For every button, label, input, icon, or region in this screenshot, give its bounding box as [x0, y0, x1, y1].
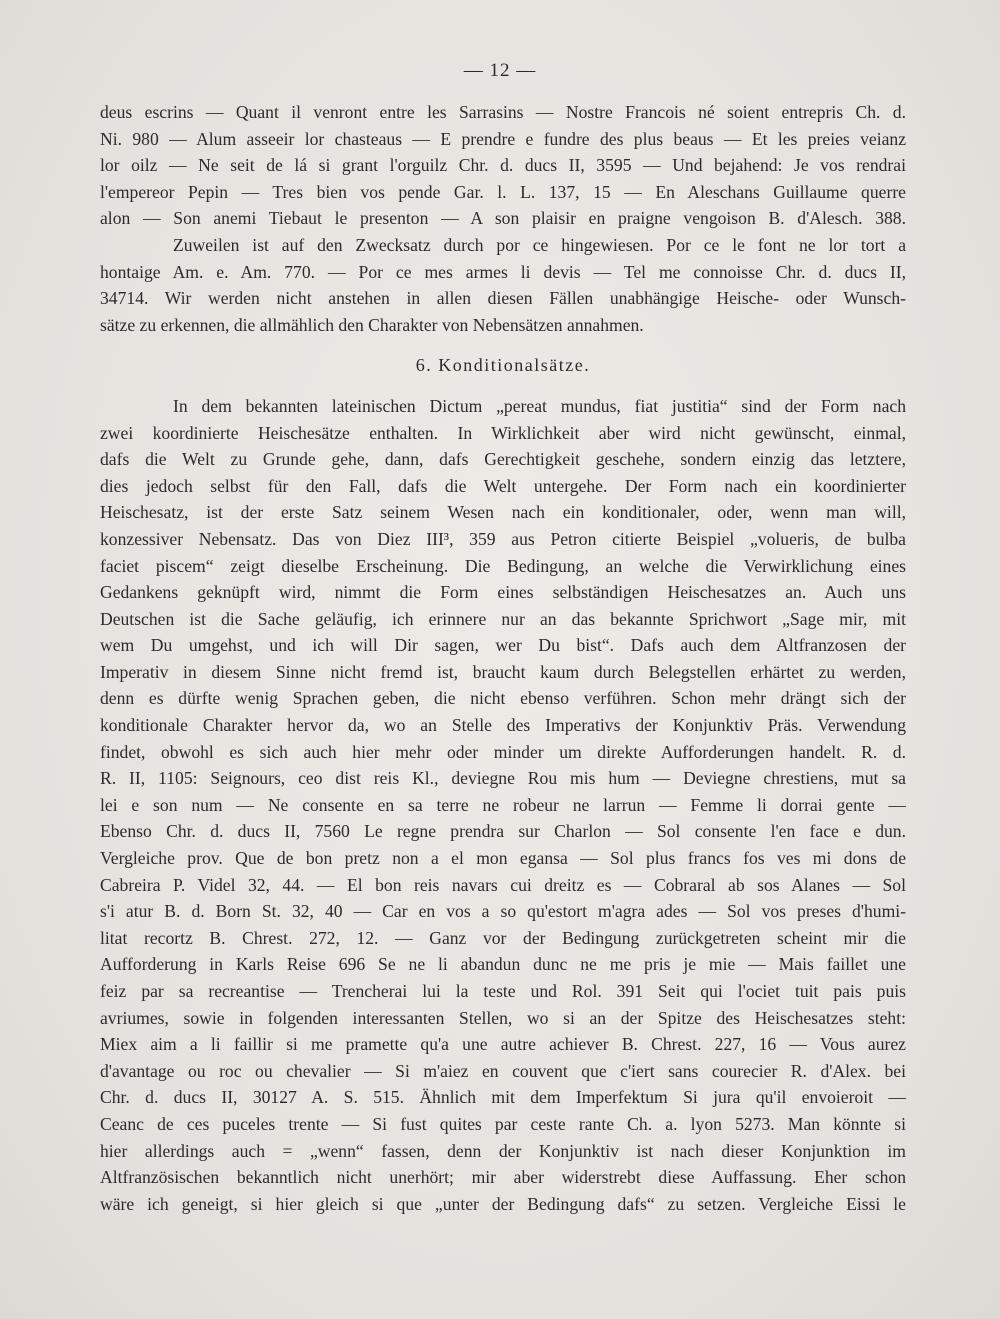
text-line: zwei koordinierte Heischesätze enthalten. In Wirklichkeit aber wird nicht gewünscht, einmal, [100, 422, 906, 443]
text-line: Imperativ in diesem Sinne nicht fremd ist, braucht kaum durch Belegstellen erhärtet zu werden, [100, 661, 906, 682]
text-line: alon — Son anemi Tiebaut le presenton — A son plaisir en praigne vengoison B. d'Alesch. 388. [100, 208, 906, 229]
text-line: Zuweilen ist auf den Zwecksatz durch por ce hingewiesen. Por ce le font ne lor tort a [173, 234, 906, 255]
text-line: faciet piscem“ zeigt dieselbe Erscheinung. Die Bedingung, an welche die Verwirklichung eines [100, 555, 906, 576]
text-line: hontaige Am. e. Am. 770. — Por ce mes armes li devis — Tel me connoisse Chr. d. ducs II, [100, 261, 906, 282]
text-line: denn es dürfte wenig Sprachen geben, die nicht ebenso verführen. Schon mehr drängt sich der [100, 688, 906, 709]
text-line: feiz par sa recreantise — Trencherai lui la teste und Rol. 391 Seit qui l'ociet tuit pais puis [100, 981, 906, 1001]
page-number: — 12 — [463, 60, 537, 81]
text-line: Deutschen ist die Sache geläufig, ich erinnere nur an das bekannte Sprichwort „Sage mir, mit [100, 608, 906, 629]
text-line: dies jedoch selbst für den Fall, dafs die Welt untergehe. Der Form nach ein koordinierter [100, 475, 906, 496]
text-line: l'empereor Pepin — Tres bien vos pende Gar. l. L. 137, 15 — En Aleschans Guillaume querre [100, 181, 906, 202]
text-line: avriumes, sowie in folgenden interessanten Stellen, wo si an der Spitze des Heischesatzes steht: [100, 1007, 906, 1028]
text-line: Ebenso Chr. d. ducs II, 7560 Le regne prendra sur Charlon — Sol consente l'en face e dun. [100, 821, 906, 842]
text-line: d'avantage ou roc ou chevalier — Si m'aiez en couvent que c'iert sans courecier R. d'Alex. bei [100, 1060, 906, 1081]
text-line: 34714. Wir werden nicht anstehen in allen diesen Fällen unabhängige Heische- oder Wunsch- [100, 288, 906, 309]
section-heading: 6. Konditionalsätze. [415, 355, 591, 376]
text-line: lor oilz — Ne seit de lá si grant l'orguilz Chr. d. ducs II, 3595 — Und bejahend: Je vos rendrai [100, 155, 906, 176]
text-line: s'i atur B. d. Born St. 32, 40 — Car en vos a so qu'estort m'agra ades — Sol vos preses d'humi- [100, 901, 906, 922]
text-line: dafs die Welt zu Grunde gehe, dann, dafs Gerechtigkeit geschehe, sondern einzig das letztere, [100, 449, 906, 470]
text-line: Cabreira P. Videl 32, 44. — El bon reis navars cui dreitz es — Cobraral ab sos Alanes — Sol [100, 874, 906, 895]
text-line: Ni. 980 — Alum asseeir lor chasteaus — E prendre e fundre des plus beaus — Et les preies veianz [100, 128, 906, 149]
text-line: wäre ich geneigt, si hier gleich si que „unter der Bedingung dafs“ zu setzen. Vergleiche Eissi le [100, 1193, 906, 1214]
text-line: deus escrins — Quant il venront entre les Sarrasins — Nostre Francois né soient entrepris Ch. d. [100, 102, 906, 122]
text-line: Aufforderung in Karls Reise 696 Se ne li abandun dunc ne me pris je mie — Mais faillet une [100, 954, 906, 975]
text-line: findet, obwohl es sich auch hier mehr oder minder um direkte Aufforderungen handelt. R. d. [100, 741, 906, 762]
text-line: Altfranzösischen bekanntlich nicht unerhört; mir aber widerstrebt diese Auffassung. Eher schon [100, 1167, 906, 1188]
text-line: In dem bekannten lateinischen Dictum „pereat mundus, fiat justitia“ sind der Form nach [173, 395, 906, 416]
text-line: litat recortz B. Chrest. 272, 12. — Ganz vor der Bedingung zurückgetreten scheint mir die [100, 927, 906, 948]
text-line: konzessiver Nebensatz. Das von Diez III³, 359 aus Petron citierte Beispiel „volueris, de bulba [100, 528, 906, 549]
text-line: lei e son num — Ne consente en sa terre ne robeur ne larrun — Femme li dorrai gente — [100, 794, 906, 815]
text-line: Miex aim a li faillir si me pramette qu'a une autre achiever B. Chrest. 227, 16 — Vous aurez [100, 1034, 906, 1055]
text-line: Vergleiche prov. Que de bon pretz non a el mon egansa — Sol plus francs fos ves mi dons de [100, 848, 906, 869]
body-text [100, 99, 906, 1217]
text-line: wem Du umgehst, und ich will Dir sagen, wer Du bist“. Dafs auch dem Altfranzosen der [100, 635, 906, 656]
text-line: hier allerdings auch = „wenn“ fassen, denn der Konjunktiv ist nach dieser Konjunktion im [100, 1140, 906, 1161]
text-line: Chr. d. ducs II, 30127 A. S. 515. Ähnlich mit dem Imperfektum Si jura qu'il envoieroit — [100, 1087, 906, 1108]
text-line: R. II, 1105: Seignours, ceo dist reis Kl., deviegne Rou mis hum — Deviegne chrestiens, mut sa [100, 768, 906, 789]
text-line: konditionale Charakter hervor da, wo an Stelle des Imperativs der Konjunktiv Präs. Verwendung [100, 715, 906, 736]
text-line: Gedankens geknüpft wird, nimmt die Form eines selbständigen Heischesatzes an. Auch uns [100, 582, 906, 603]
text-line: Heischesatz, ist der erste Satz seinem Wesen nach ein konditionaler, oder, wenn man will, [100, 502, 906, 523]
text-line: Ceanc de ces puceles trente — Si fust quites par ceste rante Ch. a. lyon 5273. Man könnte si [100, 1113, 906, 1134]
text-line: sätze zu erkennen, die allmählich den Charakter von Nebensätzen annahmen. [100, 314, 644, 335]
